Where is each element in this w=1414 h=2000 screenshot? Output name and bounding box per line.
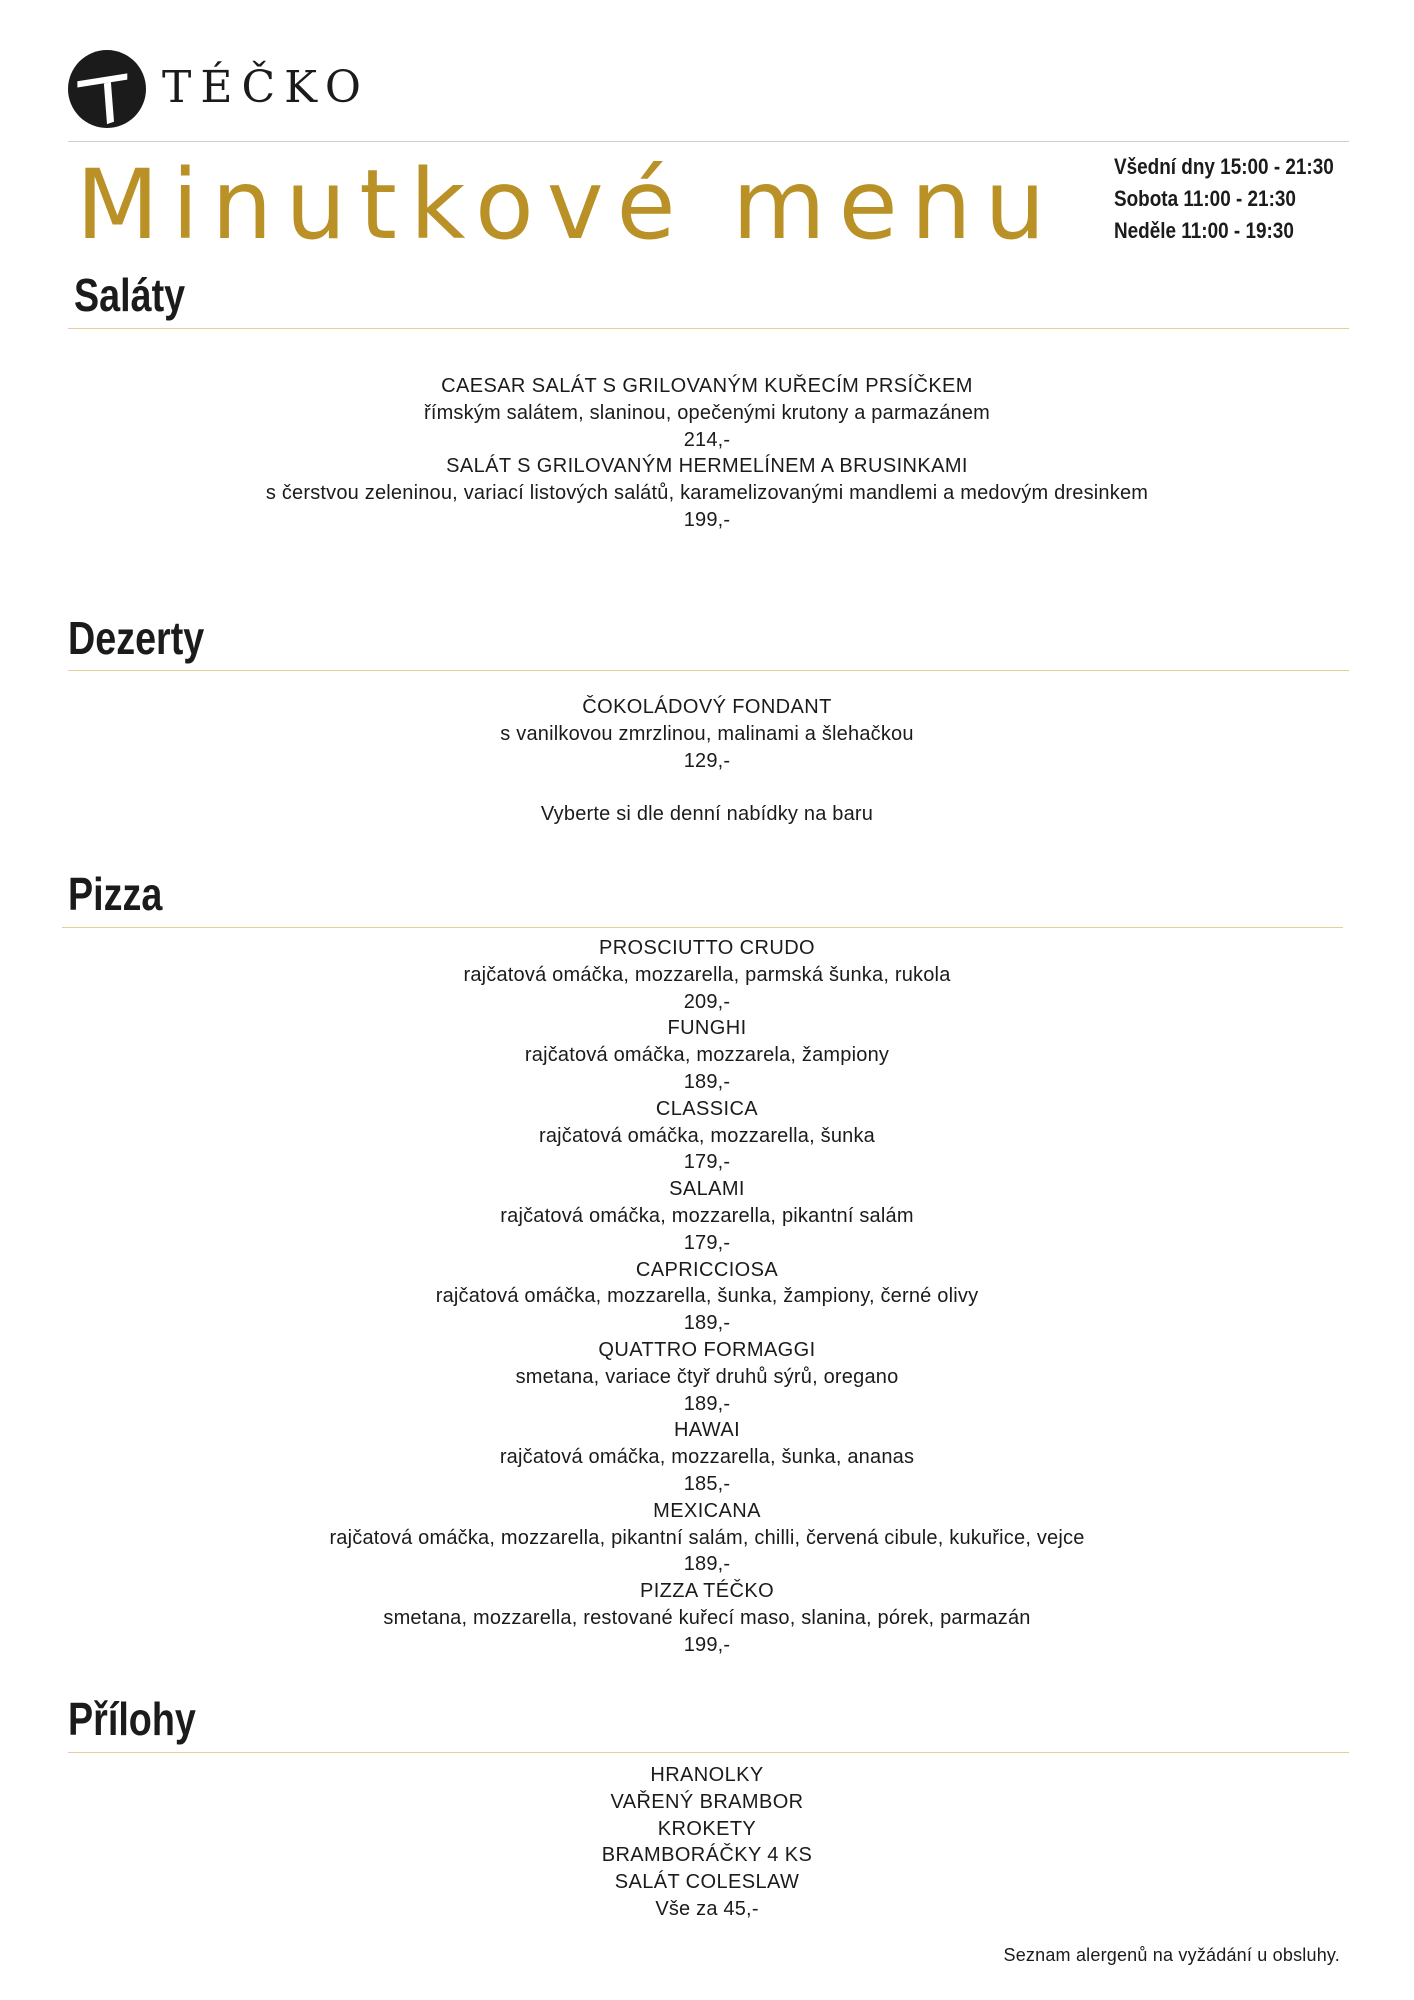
page-title: Minutkové menu — [76, 149, 1059, 261]
menu-item-name: PROSCIUTTO CRUDO — [598, 937, 816, 959]
menu-item-desc: římským salátem, slaninou, opečenými krutony a parmazánem — [423, 401, 991, 424]
section-prilohy-heading-wrap — [68, 1693, 224, 1745]
pizza-items — [60, 935, 1354, 1659]
menu-item-name: FUNGHI — [667, 1017, 747, 1040]
menu-item-desc: rajčatová omáčka, mozzarella, pikantní salám, chilli, červená cibule, kukuřice, vejce — [329, 1526, 1085, 1549]
menu-item-price: 179,- — [683, 1151, 731, 1174]
side-dish-price-note: Vše za 45,- — [655, 1897, 759, 1920]
prilohy-items — [60, 1762, 1354, 1923]
section-pizza-heading-wrap — [68, 868, 183, 920]
menu-item-name: MEXICANA — [653, 1499, 761, 1522]
section-heading-prilohy: Přílohy — [68, 1693, 196, 1745]
menu-item-price: 189,- — [683, 1312, 731, 1335]
menu-item-name: SALÁT S GRILOVANÝM HERMELÍNEM A BRUSINKAMI — [446, 455, 968, 478]
dezerty-items — [60, 694, 1354, 828]
menu-item-desc: rajčatová omáčka, mozzarella, pikantní salám — [500, 1204, 914, 1227]
hours-sunday: Neděle 11:00 - 19:30 — [1114, 218, 1294, 243]
menu-item-name: HAWAI — [673, 1419, 741, 1442]
header-divider — [68, 141, 1349, 142]
section-divider-prilohy — [68, 1752, 1349, 1753]
section-divider-salaty — [68, 328, 1349, 329]
menu-item-name: PIZZA TÉČKO — [639, 1580, 775, 1603]
side-dish-item: SALÁT COLESLAW — [614, 1871, 800, 1894]
menu-item-desc: rajčatová omáčka, mozzarella, šunka, ananas — [499, 1446, 915, 1469]
tecko-logo-icon — [68, 50, 146, 128]
menu-item-price: 185,- — [683, 1472, 731, 1495]
menu-item-price: 189,- — [683, 1392, 731, 1415]
menu-item-desc: rajčatová omáčka, mozzarella, šunka, žampiony, černé olivy — [435, 1285, 979, 1308]
menu-item-name: SALAMI — [669, 1178, 745, 1201]
section-salaty-heading-wrap — [74, 269, 210, 321]
section-heading-salaty: Saláty — [74, 269, 186, 321]
section-heading-pizza: Pizza — [68, 868, 163, 920]
brand-name: TÉČKO — [162, 62, 370, 113]
menu-item-price: 209,- — [683, 990, 731, 1013]
menu-item-desc: rajčatová omáčka, mozzarella, šunka — [538, 1124, 876, 1147]
side-dish-item: VAŘENÝ BRAMBOR — [610, 1790, 804, 1813]
menu-item-desc: s vanilkovou zmrzlinou, malinami a šlehačkou — [500, 722, 914, 745]
section-divider-dezerty — [68, 670, 1349, 671]
menu-item-price: 179,- — [683, 1231, 731, 1254]
menu-item-name: CAPRICCIOSA — [635, 1258, 779, 1281]
menu-item-desc: smetana, mozzarella, restované kuřecí maso, slanina, pórek, parmazán — [383, 1606, 1031, 1629]
menu-item-desc: s čerstvou zeleninou, variací listových salátů, karamelizovanými mandlemi a medovým dresinkem — [265, 482, 1149, 505]
menu-item-desc: smetana, variace čtyř druhů sýrů, oregano — [515, 1365, 899, 1388]
menu-item-name: CLASSICA — [655, 1097, 759, 1120]
menu-item-name: QUATTRO FORMAGGI — [598, 1338, 816, 1361]
menu-item-name: CAESAR SALÁT S GRILOVANÝM KUŘECÍM PRSÍČKEM — [441, 375, 973, 397]
section-divider-pizza — [62, 927, 1343, 928]
menu-item-desc: rajčatová omáčka, mozzarella, parmská šunka, rukola — [463, 963, 951, 986]
menu-item-price: 214,- — [683, 428, 731, 451]
menu-item-name: ČOKOLÁDOVÝ FONDANT — [582, 696, 832, 718]
side-dish-item: KROKETY — [657, 1817, 757, 1840]
hours-saturday: Sobota 11:00 - 21:30 — [1114, 186, 1296, 211]
menu-item-price: 199,- — [683, 508, 731, 531]
hours-weekdays: Všední dny 15:00 - 21:30 — [1114, 154, 1334, 179]
menu-item-desc: rajčatová omáčka, mozzarela, žampiony — [524, 1044, 890, 1067]
dezerty-note: Vyberte si dle denní nabídky na baru — [540, 803, 874, 826]
side-dish-item: HRANOLKY — [650, 1764, 764, 1786]
allergen-footnote: Seznam alergenů na vyžádání u obsluhy. — [1003, 1945, 1340, 1965]
menu-item-price: 129,- — [683, 749, 731, 772]
opening-hours — [1114, 151, 1363, 247]
menu-item-price: 189,- — [683, 1553, 731, 1576]
side-dish-item: BRAMBORÁČKY 4 KS — [601, 1844, 813, 1867]
menu-item-price: 189,- — [683, 1070, 731, 1093]
salaty-items — [60, 373, 1354, 534]
menu-item-price: 199,- — [683, 1633, 731, 1656]
section-dezerty-heading-wrap — [68, 612, 234, 664]
section-heading-dezerty: Dezerty — [68, 612, 205, 664]
